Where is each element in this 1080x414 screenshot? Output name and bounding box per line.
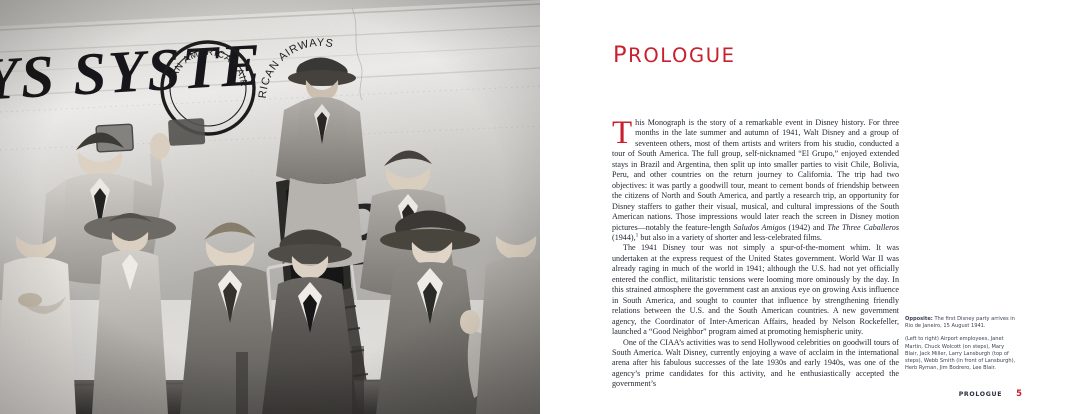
footnote-marker[interactable]: 1 bbox=[635, 232, 639, 239]
chapter-title-initial: P bbox=[613, 42, 629, 68]
paragraph-1-mid: (1942) and bbox=[785, 222, 828, 232]
caption-lead-label: Opposite: bbox=[905, 316, 933, 322]
footer-page-number: 5 bbox=[1016, 388, 1022, 398]
footer-chapter-label: PROLOGUE bbox=[958, 391, 1003, 398]
paragraph-1-tail-2: but also in a variety of shorter and less-celebrated films. bbox=[638, 232, 822, 242]
page-title bbox=[613, 44, 736, 67]
caption-lead-text: The first Disney party arrives in Rio de Janeiro, 15 August 1941. bbox=[905, 316, 1015, 330]
running-footer bbox=[959, 388, 1022, 398]
paragraph-1-lead: his Monograph is the story of a remarkable event in Disney history. For three months in the late summer and autumn of 1941, Walt Disney and a group of seventeen others, most of them artists and writers from his studio, conducted a tour of South America. The full group, self-nicknamed “El Grupo,” enjoyed extended stays in Brazil and Argentina, then split up into smaller parties to visit Chile, Bolivia, Peru, and other countries on the return journey to California. The trip had two objectives: it was partly a goodwill tour, meant to cement bonds of friendship between the citizens of North and South America, and partly a research trip, an opportunity for Disney staffers to gather their visual, musical, and cultural impressions of the South American nations. Those impressions would later reach the screen in Disney motion pictures—notably the feature-length bbox=[612, 118, 899, 232]
photo-caption bbox=[905, 316, 1017, 372]
caption-names: (Left to right) Airport employees, Janet Martin, Chuck Wolcott (on steps), Mary Blair, Jack Miller, Larry Lansburgh (top of steps), Webb Smith (in front of Lansburgh), Herb Ryman, Jim Bodrero, Lee Blair. bbox=[905, 336, 1016, 372]
paragraph-3: One of the CIAA’s activities was to send Hollywood celebrities on goodwill tours of South America. Walt Disney, currently enjoying a wave of acclaim in the international arena after his fabulous successes of the late 1930s and early 1940s, was one of the agency’s prime candidates for this activity, and he enthusiastically accepted the government’s bbox=[612, 337, 899, 389]
drop-cap: T bbox=[612, 115, 633, 151]
film-title-three-caballeros: The Three Caballeros bbox=[827, 222, 899, 232]
caption-lead bbox=[905, 316, 1017, 330]
paragraph-1-tail: (1944), bbox=[612, 232, 636, 242]
paragraph-1 bbox=[612, 115, 899, 243]
film-title-saludos-amigos: Saludos Amigos bbox=[733, 222, 786, 232]
right-page-text bbox=[540, 0, 1080, 414]
paragraph-2: The 1941 Disney tour was not simply a spur-of-the-moment whim. It was undertaken at the express request of the United States government. World War II was already raging in much of the world in 1941; although the U.S. had not yet officially entered the conflict, militaristic tensions were looming more ominously by the day. In this strained atmosphere the government cast an anxious eye on growing Axis influence in South America, and sought to counter that influence by strengthening friendly relations between the U.S. and the South American countries. A new government agency, the Coordinator of Inter-American Affairs, headed by Nelson Rockefeller, launched a “Good Neighbor” program aimed at promoting hemispheric unity. bbox=[612, 243, 899, 337]
chapter-title-rest: ROLOGUE bbox=[628, 44, 736, 67]
body-text-column bbox=[612, 115, 899, 390]
